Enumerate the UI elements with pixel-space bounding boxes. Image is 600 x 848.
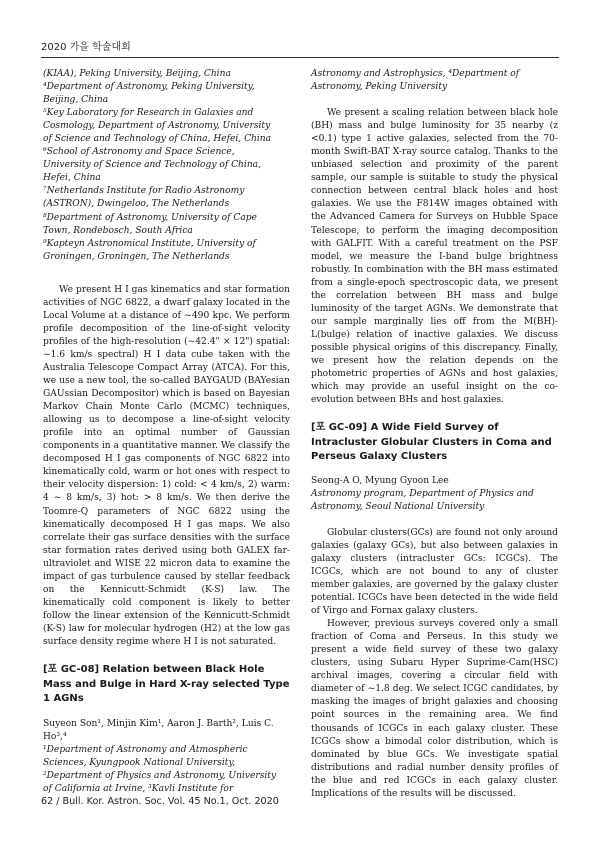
author-line: Ho³,⁴ xyxy=(43,731,67,742)
affiliation-line: University of Science and Technology of China, xyxy=(43,160,261,171)
affiliation-line: ⁴Department of Astronomy, Peking University, xyxy=(43,82,255,93)
header-rule xyxy=(41,57,559,58)
affiliations-gc08 xyxy=(43,744,290,796)
affiliation-line: ²Department of Physics and Astronomy, University xyxy=(43,770,277,781)
affiliation-line: Beijing, China xyxy=(43,95,109,106)
affiliation-line: ⁸Department of Astronomy, University of Cape xyxy=(43,212,257,223)
running-header: 2020 가을 학술대회 xyxy=(41,42,131,53)
left-affiliations xyxy=(43,68,290,264)
right-affiliations xyxy=(311,68,558,94)
affiliation-line: Astronomy and Astrophysics, ⁴Department of xyxy=(311,69,520,79)
affiliation-line: of Science and Technology of China, Hefei, China xyxy=(43,134,272,145)
affiliation-line: Cosmology, Department of Astronomy, University xyxy=(43,121,271,132)
authors-gc08 xyxy=(43,718,290,744)
affiliation-line: Astronomy, Peking University xyxy=(311,82,448,93)
right-column xyxy=(311,68,558,801)
affiliation-line: Sciences, Kyungpook National University, xyxy=(43,757,236,768)
page-footer: 62 / Bull. Kor. Astron. Soc. Vol. 45 No.1, Oct. 2020 xyxy=(41,796,279,807)
affiliation-line: Astronomy, Seoul National University xyxy=(311,501,485,512)
session-title-gc08: [포 GC-08] Relation between Black Hole Mass and Bulge in Hard X-ray selected Type 1 AGNs xyxy=(43,664,290,705)
affiliations-gc09 xyxy=(311,488,558,514)
abstract-ngc6822: We present H I gas kinematics and star formation activities of NGC 6822, a dwarf galaxy located in the Local Volume at a distance of ~490 kpc. We perform profile decomposition of the line-of-sight velocity profiles of the high-resolution (~42.4" × 12") spatial: ~1.6 km/s spectral) H I data cube taken with the Australia Telescope Compact Array (ATCA). For this, we use a new tool, the so-called BAYGAUD (BAYesian GAUssian Decompositor) which is based on Bayesian Markov Chain Monte Carlo (MCMC) techniques, allowing us to decompose a line-of-sight velocity profile into an optimal number of Gaussian components in a quantitative manner. We classify the decomposed H I gas components of NGC 6822 into kinematically cold, warm or hot ones with respect to their velocity dispersion: 1) cold: < 4 km/s, 2) warm: 4 ~ 8 km/s, 3) hot: > 8 km/s. We then derive the Toomre-Q parameters of NGC 6822 using the kinematically decomposed H I gas maps. We also correlate their gas surface densities with the surface star formation rates derived using both GALEX far-ultraviolet and WISE 22 micron data to examine the impact of gas turbulence caused by stellar feedback on the Kennicutt-Schmidt (K-S) law. The kinematically cold component is likely to better follow the linear extension of the Kennicutt-Schmidt (K-S) law for molecular hydrogen (H2) at the low gas surface density regime where H I is not saturated. xyxy=(43,284,290,647)
affiliation-line: ⁹Kapteyn Astronomical Institute, University of xyxy=(43,238,256,249)
affiliation-line: (KIAA), Peking University, Beijing, China xyxy=(43,69,231,79)
abstract-bh-bulge: We present a scaling relation between black hole (BH) mass and bulge luminosity for 35 nearby (z <0.1) type 1 active galaxies, selected from the 70-month Swift-BAT X-ray source catalog. Thanks to the unbiased selection and proximity of the parent sample, our sample is suitable to study the physical connection between central black holes and host galaxies. We use the F814W images obtained with the Advanced Camera for Surveys on Hubble Space Telescope, to perform the imaging decomposition with GALFIT. With a careful treatment on the PSF model, we measure the I-band bulge brightness robustly. In combination with the BH mass estimated from a single-epoch spectroscopic data, we present the correlation between BH mass and bulge luminosity of the target AGNs. We demonstrate that our sample marginally lies off from the M(BH)-L(bulge) relation of inactive galaxies. We discuss possible physical origins of this discrepancy. Finally, we present how the relation depends on the photometric properties of AGNs and host galaxies, which may provide an useful insight on the co-evolution between BHs and host galaxies. xyxy=(311,108,558,406)
affiliation-line: ¹Department of Astronomy and Atmospheric xyxy=(43,744,248,755)
author-line: Suyeon Son¹, Minjin Kim¹, Aaron J. Barth², Luis C. xyxy=(43,718,274,729)
affiliation-line: Astronomy program, Department of Physics and xyxy=(311,488,534,499)
affiliation-line: Hefei, China xyxy=(43,173,101,184)
affiliation-line: of California at Irvine, ³Kavli Institute for xyxy=(43,783,234,794)
affiliation-line: ⁵Key Laboratory for Research in Galaxies and xyxy=(43,108,254,119)
affiliation-line: Groningen, Groningen, The Netherlands xyxy=(43,251,230,262)
affiliation-line: ⁷Netherlands Institute for Radio Astronomy xyxy=(43,186,245,197)
authors-gc09: Seong-A O, Myung Gyoon Lee xyxy=(311,475,449,486)
affiliation-line: ⁶School of Astronomy and Space Science, xyxy=(43,147,235,158)
left-column xyxy=(43,68,290,796)
session-title-gc09: [포 GC-09] A Wide Field Survey of Intracluster Globular Clusters in Coma and Perseus Galaxy Clusters xyxy=(311,422,552,463)
abstract-icgc-para1: Globular clusters(GCs) are found not only around galaxies (galaxy GCs), but also between galaxies in galaxy clusters (intracluster GCs: ICGCs). The ICGCs, which are not bound to any of cluster member galaxies, are governed by the galaxy cluster potential. ICGCs have been detected in the wide field of Virgo and Fornax galaxy clusters. xyxy=(311,527,558,617)
abstract-icgc-para2: However, previous surveys covered only a small fraction of Coma and Perseus. In this study we present a wide field survey of these two galaxy clusters, using Subaru Hyper Suprime-Cam(HSC) archival images, covering a circular field with diameter of ~1.8 deg. We select ICGC candidates, by masking the images of bright galaxies and choosing point sources in the remaining area. We find thousands of ICGCs in each galaxy cluster. These ICGCs show a bimodal color distribution, which is dominated by blue GCs. We investigate spatial distributions and radial number density profiles of the blue and red ICGCs in each galaxy cluster. Implications of the results will be discussed. xyxy=(311,619,558,799)
affiliation-line: Town, Rondebosch, South Africa xyxy=(43,225,193,236)
affiliation-line: (ASTRON), Dwingeloo, The Netherlands xyxy=(43,199,230,210)
